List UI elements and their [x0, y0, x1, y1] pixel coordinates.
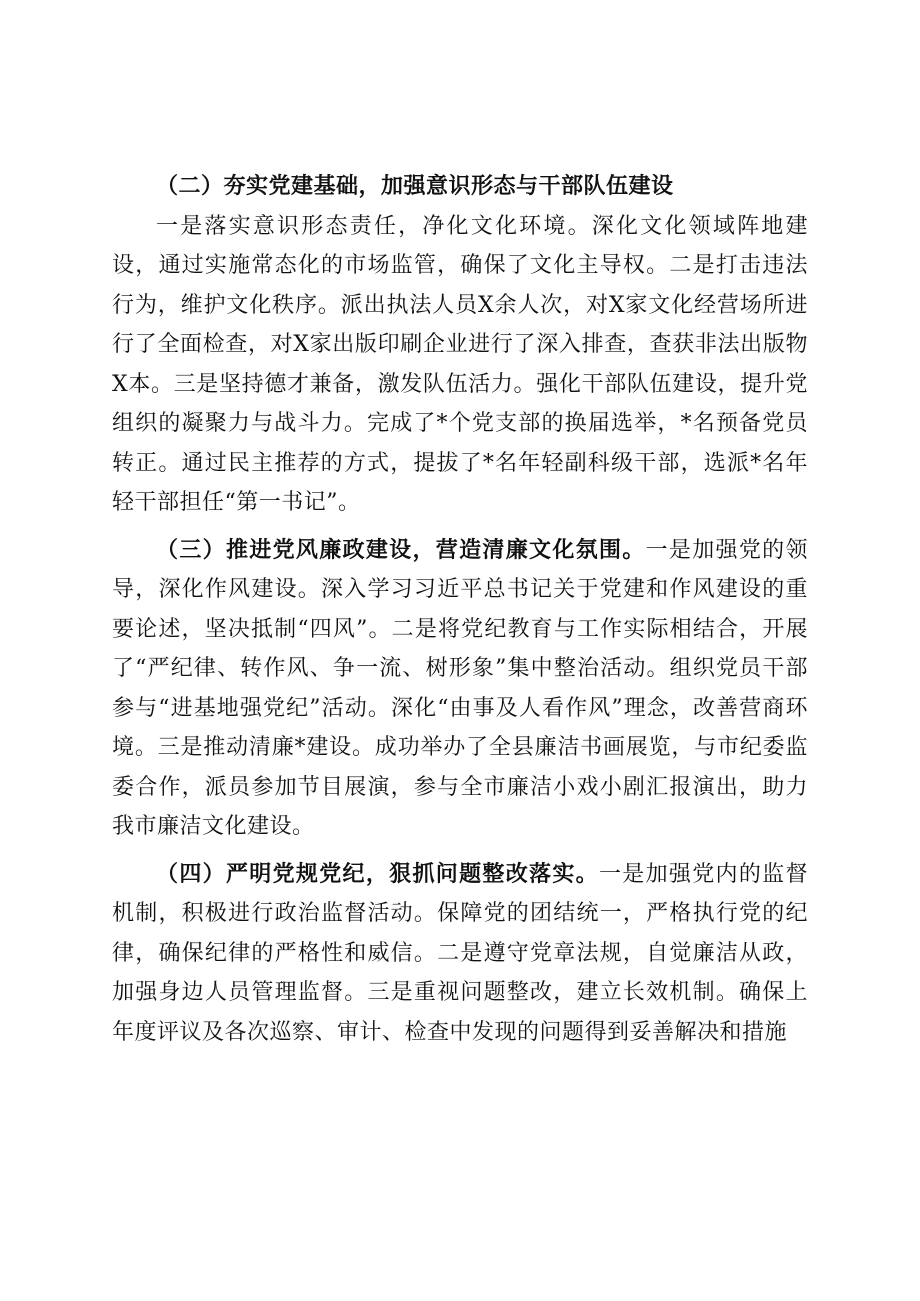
section-4-paragraph	[112, 855, 808, 1053]
document-body	[112, 167, 808, 1052]
section-2-paragraph: 一是落实意识形态责任，净化文化环境。深化文化领域阵地建设，通过实施常态化的市场监管，确保了文化主导权。二是打击违法行为，维护文化秩序。派出执法人员X余人次，对X家文化经营场所进行了全面检查，对X家出版印刷企业进行了深入排查，查获非法出版物X本。三是坚持德才兼备，激发队伍活力。强化干部队伍建设，提升党组织的凝聚力与战斗力。完成了*个党支部的换届选举，*名预备党员转正。通过民主推荐的方式，提拔了*名年轻副科级干部，选派*名年轻干部担任“第一书记”。	[112, 213, 808, 515]
section-2-heading: （二）夯实党建基础，加强意识形态与干部队伍建设	[156, 173, 674, 199]
section-4-lead: （四）严明党规党纪，狠抓问题整改落实。	[156, 860, 599, 887]
paragraph-gap	[112, 847, 808, 855]
section-3-text: 一是加强党的领导，深化作风建设。深入学习习近平总书记关于党建和作风建设的重要论述，坚决抵制“四风”。二是将党纪教育与工作实际相结合，开展了“严纪律、转作风、争一流、树形象”集中整治活动。组织党员干部参与“进基地强党纪”活动。深化“由事及人看作风”理念，改善营商环境。三是推动清廉*建设。成功举办了全县廉洁书画展览，与市纪委监委合作，派员参加节目展演，参与全市廉洁小戏小剧汇报演出，助力我市廉洁文化建设。	[112, 537, 808, 839]
section-3-lead: （三）推进党风廉政建设，营造清廉文化氛围。	[156, 536, 646, 563]
section-4-text: 一是加强党内的监督机制，积极进行政治监督活动。保障党的团结统一，严格执行党的纪律，确保纪律的严格性和威信。二是遵守党章法规，自觉廉洁从政，加强身边人员管理监督。三是重视问题整改，建立长效机制。确保上年度评议及各次巡察、审计、检查中发现的问题得到妥善解决和措施	[112, 861, 808, 1045]
paragraph-gap	[112, 523, 808, 531]
section-3-paragraph	[112, 531, 808, 847]
